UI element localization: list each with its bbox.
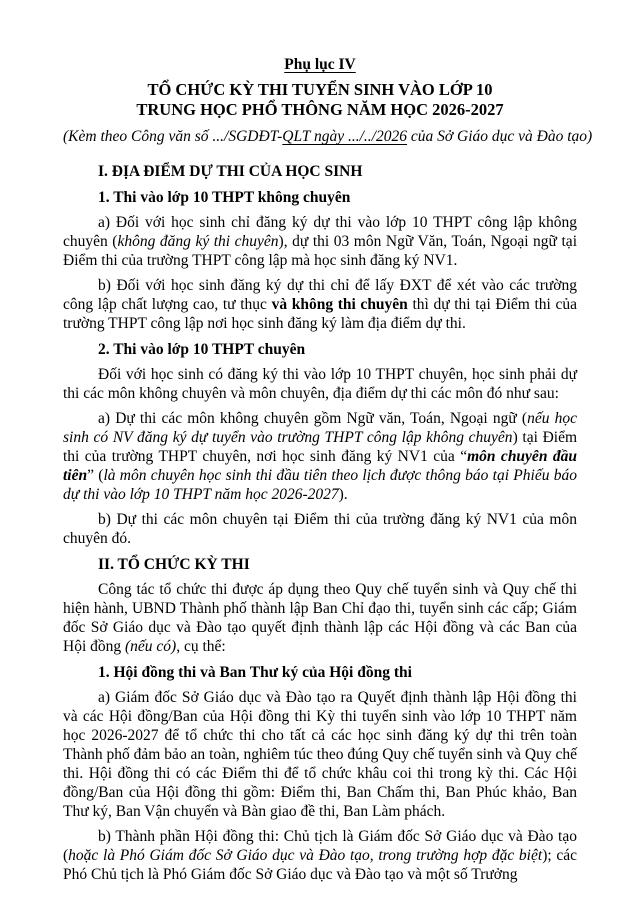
text-run: Công tác tổ chức thi được áp dụng theo Quy chế tuyển sinh và Quy chế thi hiện hành, UBND Thành phố thành lập Ban Chỉ đạo thi, tuyển sinh các cấp; Giám đốc Sở Giáo dục và Đào tạo quyết định thành lập các Hội đồng và các Ban của Hội đồng xyxy=(63,581,577,655)
paragraph xyxy=(63,213,577,270)
paragraph xyxy=(63,688,577,821)
section-heading xyxy=(63,555,577,574)
text-run: môn chuyên đầu tiên xyxy=(63,448,577,484)
paragraph xyxy=(63,580,577,656)
document-title xyxy=(63,80,577,100)
text-run: nếu học sinh có NV đăng ký dự tuyển vào trường THPT công lập không chuyên xyxy=(63,410,577,446)
paragraph xyxy=(63,510,577,548)
text-run: b) Dự thi các môn chuyên tại Điểm thi của trường đăng ký NV1 của môn chuyên đó. xyxy=(63,511,577,547)
text-run: (nếu có) xyxy=(125,638,177,655)
text-run: là môn chuyên học sinh thi đầu tiên theo lịch được thông báo tại Phiếu báo dự thi vào lớp 10 THPT năm học 2026-2027 xyxy=(63,467,577,503)
text-run: hoặc là Phó Giám đốc Sở Giáo dục và Đào tạo, trong trường hợp đặc biệt xyxy=(68,847,543,864)
text-run: a) Dự thi các môn không chuyên gồm Ngữ văn, Toán, Ngoại ngữ ( xyxy=(98,410,528,427)
text-run: của Sở Giáo dục và Đào tạo) xyxy=(407,128,593,145)
text-run: (Kèm theo Công văn số .../SGDĐT- xyxy=(63,128,283,145)
text-run: Đối với học sinh có đăng ký thi vào lớp 10 THPT chuyên, học sinh phải dự thi các môn không chuyên và môn chuyên, địa điểm dự thi các môn đó như sau: xyxy=(63,366,577,402)
text-run: ); các Phó Chủ tịch là Phó Giám đốc Sở Giáo dục và Đào tạo và một số Trưởng xyxy=(63,847,578,883)
text-run: 1. Hội đồng thi và Ban Thư ký của Hội đồng thi xyxy=(98,664,412,681)
section-heading xyxy=(63,663,577,682)
text-run: a) Đối với học sinh chỉ đăng ký dự thi vào lớp 10 THPT công lập không chuyên ( xyxy=(63,214,577,250)
text-run: 2. Thi vào lớp 10 THPT chuyên xyxy=(98,341,306,358)
text-run: 1. Thi vào lớp 10 THPT không chuyên xyxy=(98,189,351,206)
text-run: b) Thành phần Hội đồng thi: Chủ tịch là Giám đốc Sở Giáo dục và Đào tạo ( xyxy=(63,828,577,864)
text-run: I. ĐỊA ĐIỂM DỰ THI CỦA HỌC SINH xyxy=(98,163,363,180)
section-heading xyxy=(63,188,577,207)
text-run: ” ( xyxy=(87,467,104,484)
text-run: ). xyxy=(338,486,348,503)
section-heading xyxy=(63,340,577,359)
paragraph xyxy=(63,276,577,333)
document-title xyxy=(63,100,577,120)
text-run: a) Giám đốc Sở Giáo dục và Đào tạo ra Quyết định thành lập Hội đồng thi và các Hội đồng/Ban của Hội đồng thi Kỳ thi tuyển sinh vào lớp 10 THPT năm học 2026-2027 để tổ chức thi cho tất cả các học sinh đăng ký dự thi trên toàn Thành phố đảm bảo an toàn, nghiêm túc theo đúng Quy chế tuyển sinh và Quy chế thi. Hội đồng thi có các Điểm thi để tổ chức khâu coi thi trong kỳ thi. Các Hội đồng/Ban của Hội đồng thi gồm: Điểm thi, Ban Chấm thi, Ban Phúc khảo, Ban Thư ký, Ban Vận chuyển và Bàn giao đề thi, Ban Làm phách. xyxy=(63,689,577,820)
text-run: II. TỔ CHỨC KỲ THI xyxy=(98,556,250,573)
text-run: ) tại Điểm thi của trường THPT chuyên, nơi học sinh đăng ký NV1 của “ xyxy=(63,429,578,465)
paragraph xyxy=(63,409,577,504)
text-run: và không thi chuyên xyxy=(271,296,408,313)
section-heading xyxy=(63,162,577,181)
text-run: không đăng ký thi chuyên xyxy=(117,233,279,250)
text-run: TRUNG HỌC PHỔ THÔNG NĂM HỌC 2026-2027 xyxy=(136,99,504,119)
text-run: TỔ CHỨC KỲ THI TUYỂN SINH VÀO LỚP 10 xyxy=(147,80,493,99)
paragraph xyxy=(63,365,577,403)
text-run: ), dự thi 03 môn Ngữ Văn, Toán, Ngoại ngữ tại Điểm thi của trường THPT công lập mà học sinh đăng ký NV1. xyxy=(63,233,577,269)
text-run: Phụ lục IV xyxy=(284,56,356,73)
paragraph xyxy=(63,827,577,884)
text-run: , cụ thể: xyxy=(176,638,226,655)
text-run: b) Đối với học sinh đăng ký dự thi chỉ để lấy ĐXT để xét vào các trường công lập chất lượng cao, tư thục xyxy=(63,277,577,313)
appendix-label xyxy=(63,55,577,74)
text-run: QLT ngày .../../2026 xyxy=(282,128,407,145)
text-run: thì dự thi tại Điểm thi của trường THPT công lập nơi học sinh đăng ký làm địa điểm dự thi. xyxy=(63,296,577,332)
document-subtitle xyxy=(63,127,593,146)
